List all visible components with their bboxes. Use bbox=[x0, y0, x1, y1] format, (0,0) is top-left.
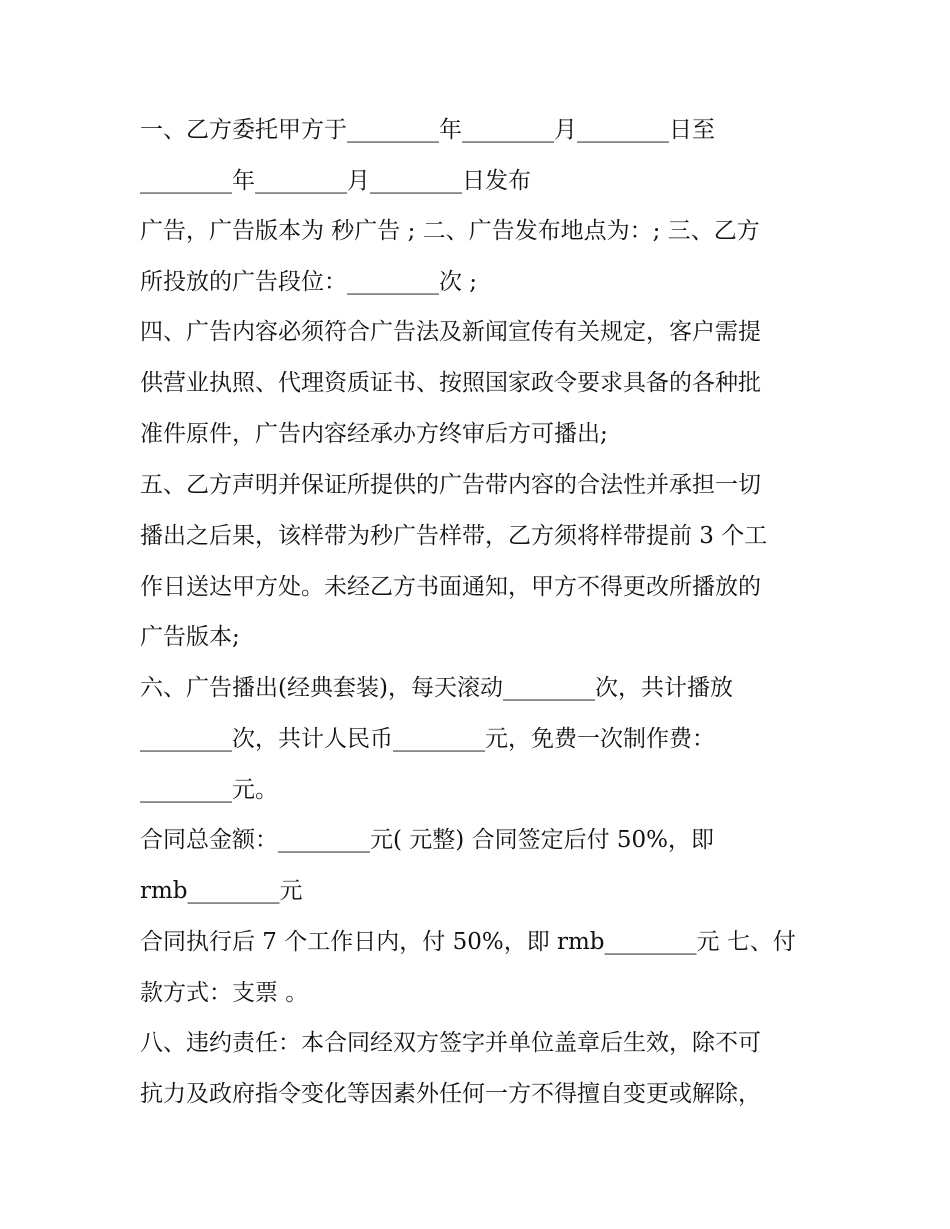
text-line: 五、乙方声明并保证所提供的广告带内容的合法性并承担一切 bbox=[140, 472, 761, 498]
text-line: 四、广告内容必须符合广告法及新闻宣传有关规定，客户需提 bbox=[140, 319, 761, 345]
text-line: 广告，广告版本为 秒广告 ; 二、广告发布地点为：; 三、乙方 bbox=[140, 218, 760, 244]
text-line: 播出之后果，该样带为秒广告样带，乙方须将样带提前 3 个工 bbox=[140, 523, 768, 549]
text-line: 合同总金额：________元( 元整) 合同签定后付 50%，即 bbox=[140, 827, 715, 853]
text-line: 抗力及政府指令变化等因素外任何一方不得擅自变更或解除， bbox=[140, 1081, 761, 1107]
text-line: rmb________元 bbox=[140, 878, 303, 904]
text-line: 供营业执照、代理资质证书、按照国家政令要求具备的各种批 bbox=[140, 370, 761, 396]
text-line: ________元。 bbox=[140, 777, 278, 803]
text-line: ________次，共计人民币________元，免费一次制作费： bbox=[140, 726, 715, 752]
text-line: 所投放的广告段位：________次 ; bbox=[140, 269, 478, 295]
text-line: 一、乙方委托甲方于________年________月________日至 bbox=[140, 117, 715, 143]
text-line: ________年________月________日发布 bbox=[140, 168, 531, 194]
text-line: 六、广告播出(经典套装)，每天滚动________次，共计播放 bbox=[140, 675, 733, 701]
text-line: 八、违约责任：本合同经双方签字并单位盖章后生效，除不可 bbox=[140, 1030, 761, 1056]
text-line: 准件原件，广告内容经承办方终审后方可播出; bbox=[140, 421, 608, 447]
text-line: 广告版本; bbox=[140, 624, 240, 650]
text-line: 作日送达甲方处。未经乙方书面通知，甲方不得更改所播放的 bbox=[140, 574, 761, 600]
text-line: 合同执行后 7 个工作日内，付 50%，即 rmb________元 七、付 bbox=[140, 929, 796, 955]
text-line: 款方式：支票 。 bbox=[140, 980, 309, 1006]
